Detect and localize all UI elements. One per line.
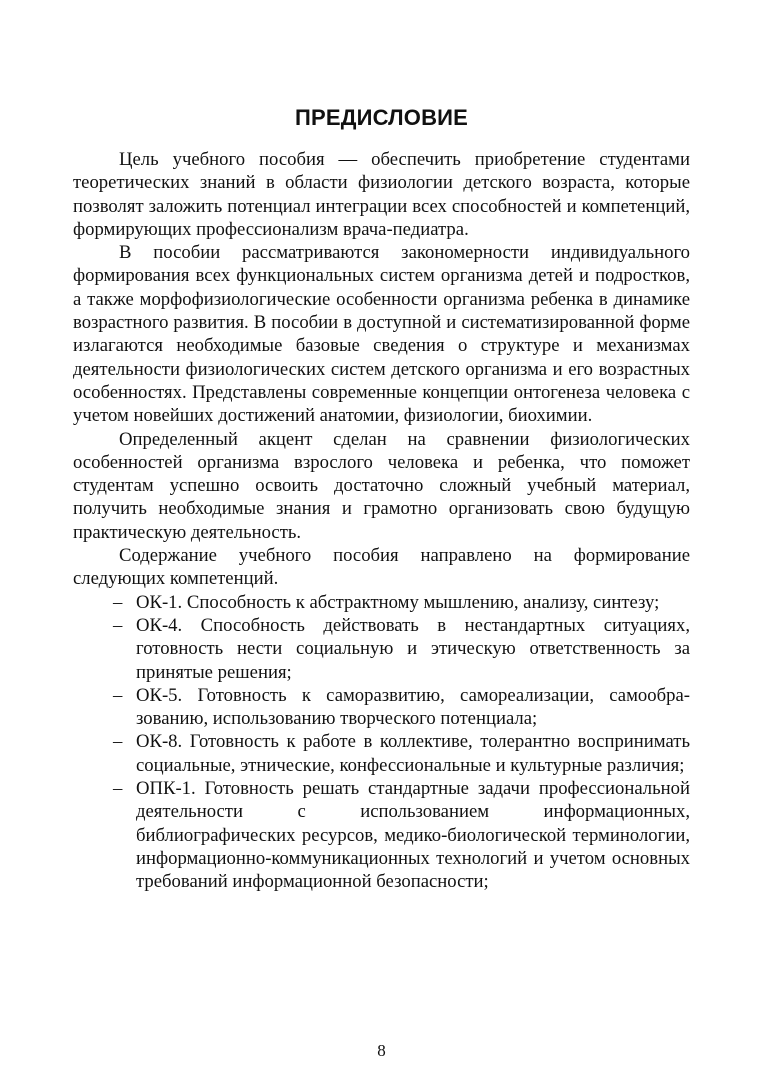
paragraph-purpose: Цель учебного пособия — обеспечить приобретение студентами теоретических знаний в области физиологии детского возраста, которые позволят заложить потенциал интеграции всех способностей и компетенций, формирующих профессионализм врача-педиатра. xyxy=(73,149,690,240)
list-dash: – xyxy=(113,684,123,706)
list-item xyxy=(73,684,690,731)
competency-text: ОК-4. Способность действовать в нестандартных ситуациях, готовность нести социальную и этическую ответственность за принятые решения; xyxy=(136,614,690,683)
list-dash: – xyxy=(113,778,123,800)
competency-text: ОК-1. Способность к абстрактному мышлению, анализу, синтезу; xyxy=(136,591,660,613)
preface-body xyxy=(73,148,690,894)
list-item xyxy=(73,591,690,614)
list-dash: – xyxy=(113,731,123,753)
paragraph-accent: Определенный акцент сделан на сравнении физиологических особенностей организма взрослого человека и ребенка, что поможет студентам успешно освоить достаточно сложный учебный материал, получить необходимые знания и грамотно организовать свою будущую практическую деятельность. xyxy=(73,428,690,543)
list-dash: – xyxy=(113,591,123,613)
competency-text: ОК-8. Готовность к работе в коллективе, толерантно воспринимать социальные, этнические, конфессиональные и культурные различия; xyxy=(136,731,690,776)
list-dash: – xyxy=(113,614,123,636)
page-title: ПРЕДИСЛОВИЕ xyxy=(294,105,469,130)
competency-list xyxy=(73,591,690,894)
competency-text: ОПК-1. Готовность решать стандартные задачи профессиональной деятельности с использованием информационных, библиографических ресурсов, медико-биологической терминологии, информационно-коммуникационных технологий и учетом основных требований информационной безопасности; xyxy=(136,778,690,893)
paragraph-content: В пособии рассматриваются закономерности индивидуального формирования всех функциональных систем организма детей и подростков, а также морфофизиологические особенности организма ребенка в динамике возрастного развития. В пособии в доступной и систематизированной форме излагаются необходимые базовые сведения о структуре и механизмах деятельности физиологических систем детского организма и его возрастных особенностях. Представлены современные концепции онтогенеза человека с учетом новейших достижений анатомии, физиологии, биохимии. xyxy=(73,242,690,427)
paragraph-competencies-intro: Содержание учебного пособия направлено на формирование следующих компетенций. xyxy=(73,545,690,590)
list-item xyxy=(73,614,690,684)
list-item xyxy=(73,730,690,777)
list-item xyxy=(73,777,690,893)
competency-text: ОК-5. Готовность к саморазвитию, самореализации, самообразованию, использованию творческого потенциала; xyxy=(136,684,690,730)
page-number: 8 xyxy=(377,1041,386,1060)
